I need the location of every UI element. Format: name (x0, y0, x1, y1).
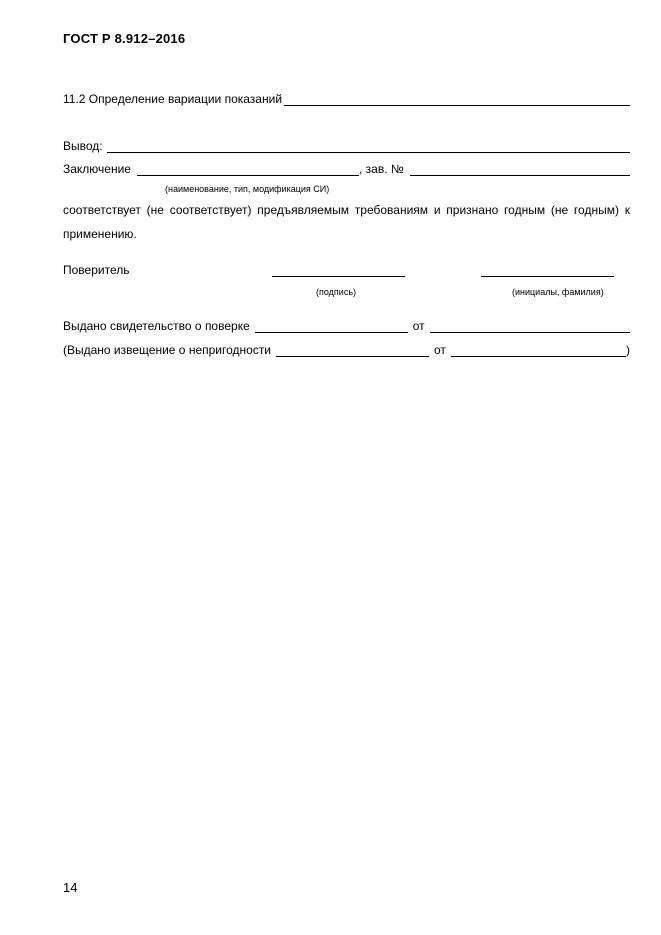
document-header: ГОСТ Р 8.912–2016 (63, 31, 186, 46)
certificate-number-blank (255, 320, 408, 333)
certificate-from-label: от (412, 319, 425, 333)
signature-blank (272, 264, 405, 277)
section-heading-blank (284, 93, 630, 106)
conclusion-label: Заключение (63, 162, 131, 176)
serial-label: , зав. № (358, 162, 404, 176)
notice-row (63, 343, 630, 357)
notice-number-blank (276, 344, 429, 357)
conclusion-row (63, 162, 630, 176)
section-heading: 11.2 Определение вариации показаний (63, 92, 283, 106)
output-label: Вывод: (63, 139, 103, 153)
name-caption: (инициалы, фамилия) (512, 287, 604, 297)
instrument-blank (137, 163, 359, 176)
notice-date-blank (451, 344, 626, 357)
notice-from-label: от (434, 343, 446, 357)
name-blank (481, 264, 614, 277)
section-heading-row (63, 92, 630, 106)
notice-label: (Выдано извещение о непригодности (63, 343, 272, 357)
certificate-date-blank (430, 320, 630, 333)
verifier-label: Поверитель (63, 263, 130, 277)
certificate-label: Выдано свидетельство о поверке (63, 319, 250, 333)
output-row (63, 139, 630, 153)
instrument-caption: (наименование, тип, модификация СИ) (165, 184, 330, 194)
compliance-paragraph: соответствует (не соответствует) предъявляемым требованиям и признано годным (не годным) к применению. (63, 203, 630, 241)
serial-blank (410, 163, 630, 176)
signature-caption: (подпись) (316, 287, 357, 297)
certificate-row (63, 319, 630, 333)
output-blank (107, 140, 630, 153)
notice-closing-paren: ) (626, 343, 630, 357)
page-number: 14 (63, 880, 78, 895)
